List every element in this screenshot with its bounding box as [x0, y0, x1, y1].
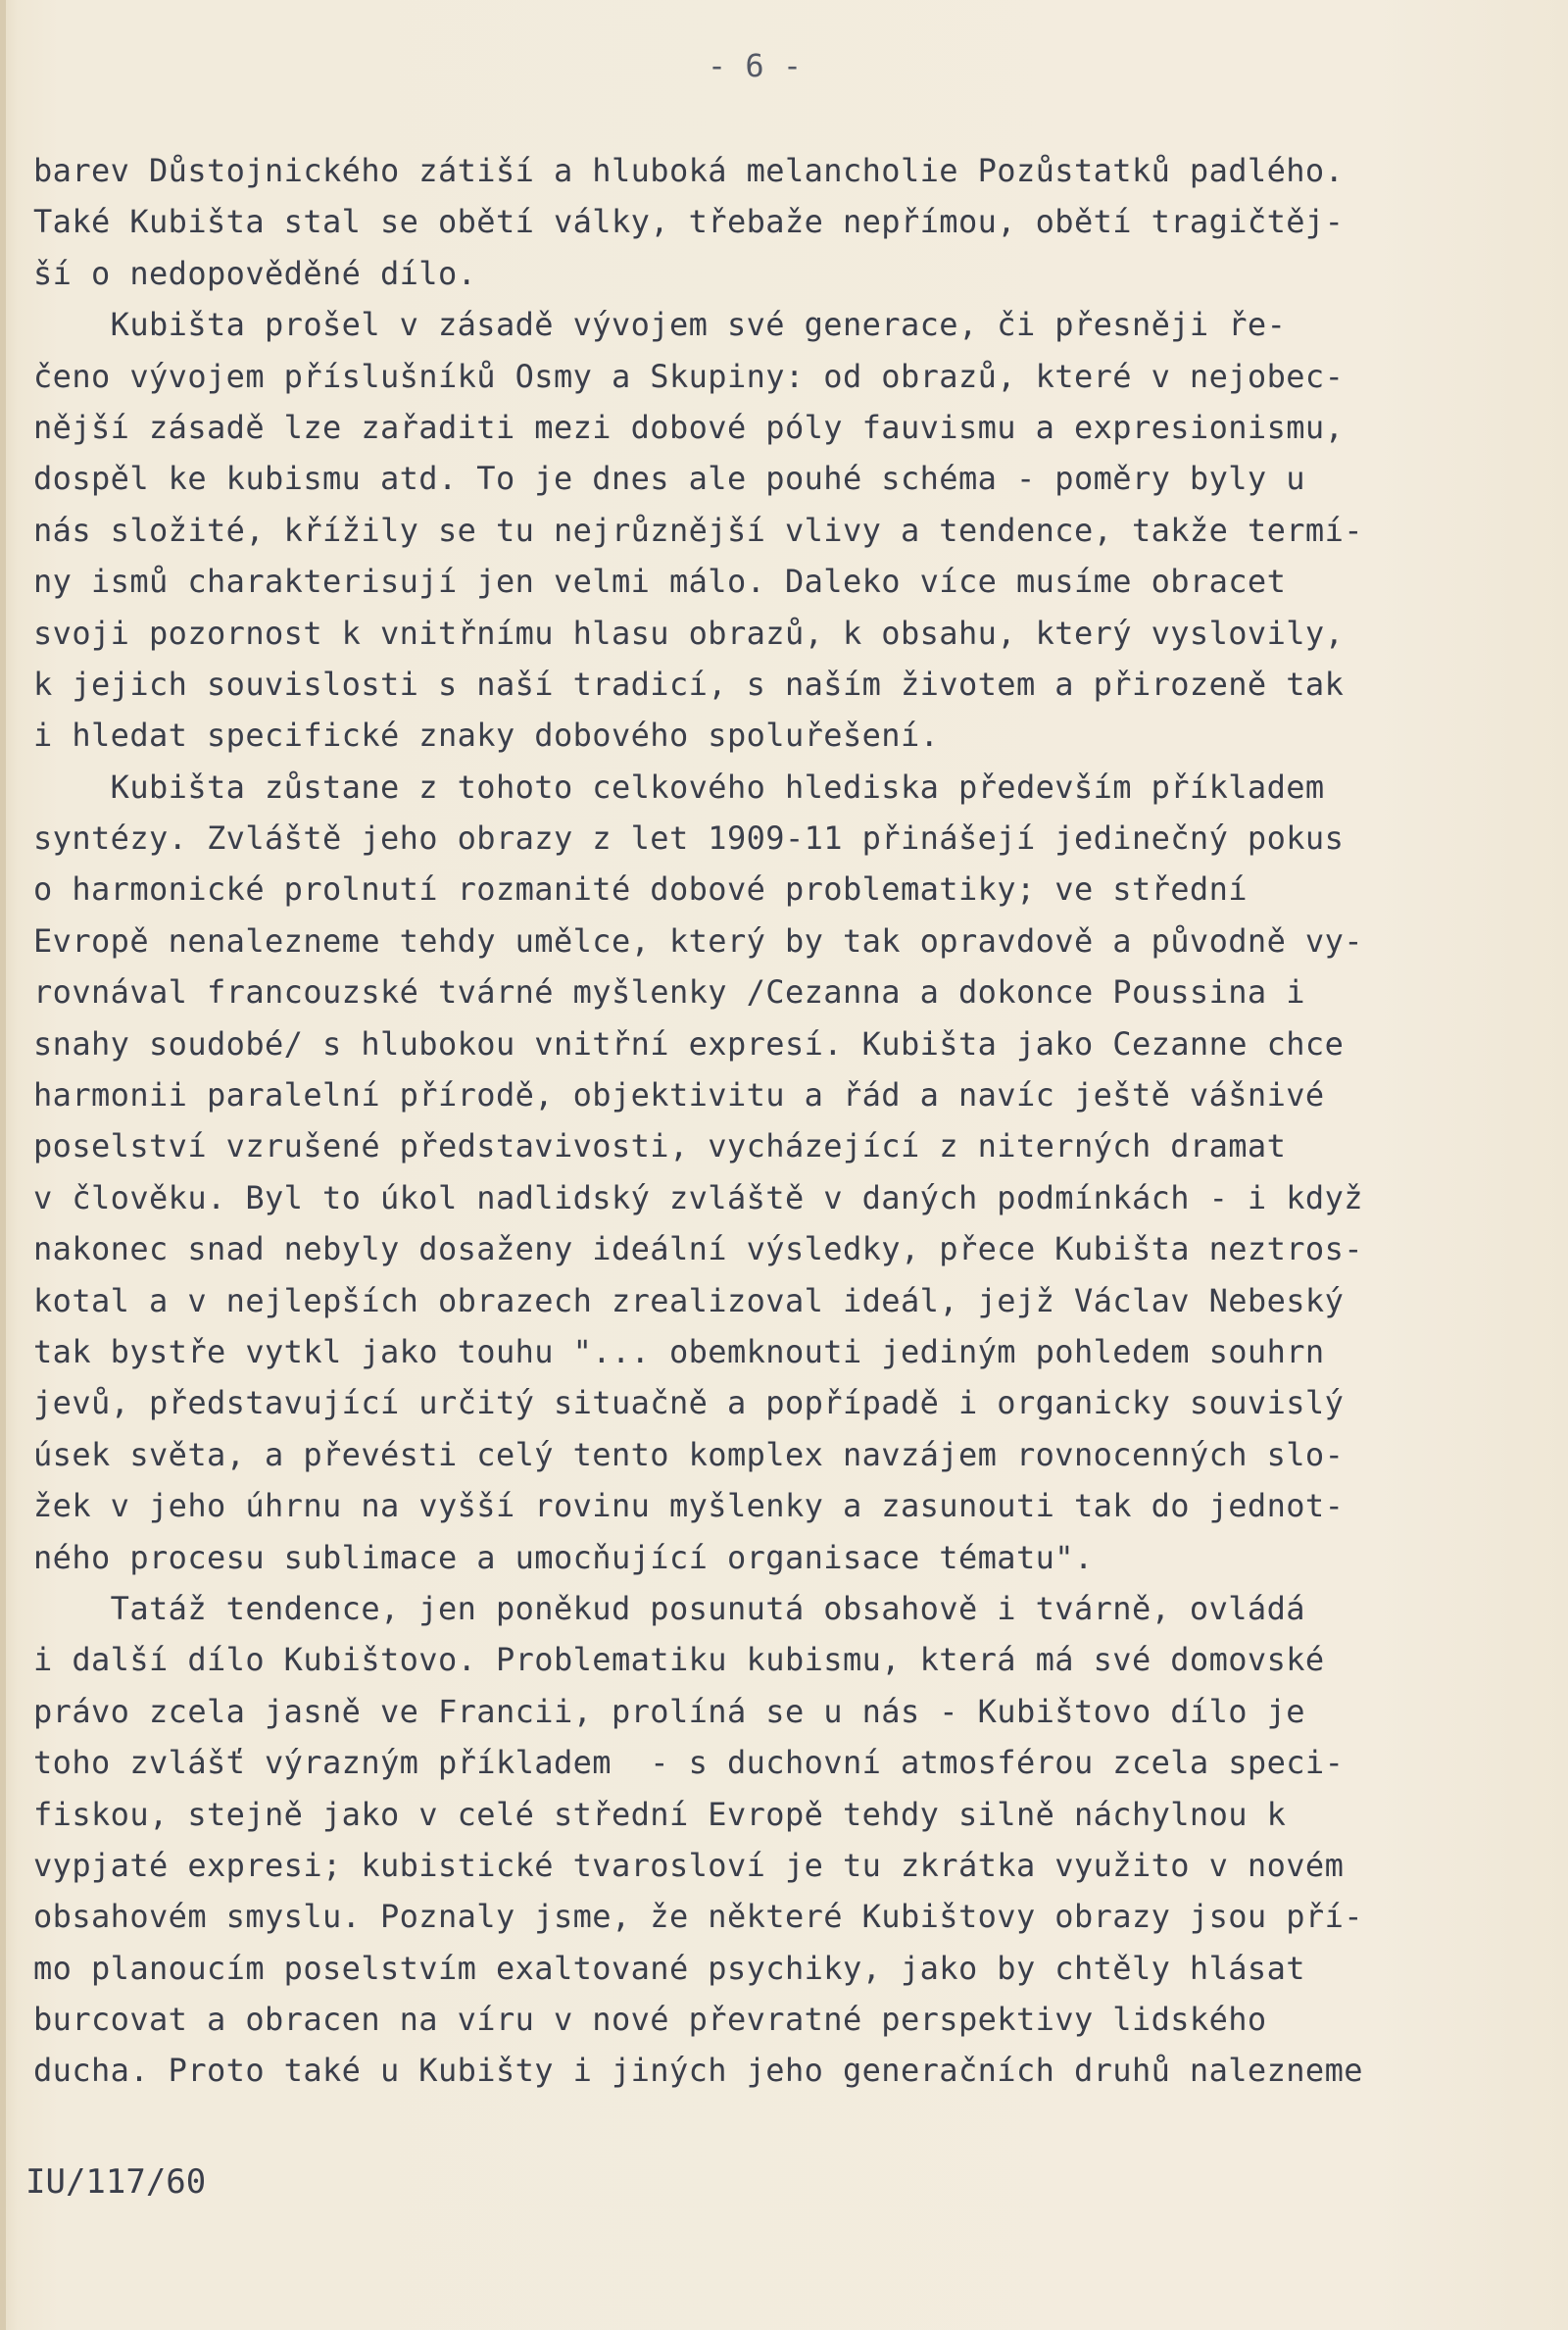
text-line: o harmonické prolnutí rozmanité dobové problematiky; ve střední — [33, 870, 1248, 909]
text-line: snahy soudobé/ s hlubokou vnitřní expresí. Kubišta jako Cezanne chce — [33, 1024, 1345, 1063]
text-line: obsahovém smyslu. Poznaly jsme, že některé Kubištovy obrazy jsou pří- — [33, 1898, 1363, 1936]
text-line: i další dílo Kubištovo. Problematiku kubismu, která má své domovské — [33, 1641, 1325, 1679]
text-line: ší o nedopověděné dílo. — [33, 254, 477, 292]
text-line: ného procesu sublimace a umocňující organisace tématu". — [33, 1538, 1094, 1576]
text-line: Kubišta zůstane z tohoto celkového hlediska především příkladem — [33, 768, 1325, 806]
text-line: jevů, představující určitý situačně a popřípadě i organicky souvislý — [33, 1384, 1345, 1422]
text-line: kotal a v nejlepších obrazech zrealizoval ideál, jejž Václav Nebeský — [33, 1281, 1345, 1319]
text-line: mo planoucím poselstvím exaltované psychiky, jako by chtěly hlásat — [33, 1949, 1305, 1987]
text-line: úsek světa, a převésti celý tento komplex navzájem rovnocenných slo- — [33, 1435, 1345, 1473]
text-line: právo zcela jasně ve Francii, prolíná se u nás - Kubištovo dílo je — [33, 1692, 1305, 1730]
text-line: toho zvlášť výrazným příkladem - s duchovní atmosférou zcela speci- — [33, 1744, 1345, 1782]
body-text — [33, 145, 1503, 2097]
archive-reference: IU/117/60 — [25, 2162, 207, 2202]
text-line: Kubišta prošel v zásadě vývojem své generace, či přesněji ře- — [33, 306, 1287, 344]
text-line: barev Důstojnického zátiší a hluboká melancholie Pozůstatků padlého. — [33, 152, 1345, 189]
text-line: v člověku. Byl to úkol nadlidský zvláště v daných podmínkách - i když — [33, 1178, 1363, 1216]
text-line: žek v jeho úhrnu na vyšší rovinu myšlenky a zasunouti tak do jednot- — [33, 1487, 1345, 1525]
text-line: rovnával francouzské tvárné myšlenky /Cezanna a dokonce Poussina i — [33, 973, 1305, 1012]
text-line: fiskou, stejně jako v celé střední Evropě tehdy silně náchylnou k — [33, 1795, 1287, 1833]
text-line: syntézy. Zvláště jeho obrazy z let 1909-11 přinášejí jedinečný pokus — [33, 819, 1345, 858]
page-edge — [0, 0, 6, 2330]
text-line: Evropě nenalezneme tehdy umělce, který by tak opravdově a původně vy- — [33, 921, 1363, 960]
text-line: dospěl ke kubismu atd. To je dnes ale pouhé schéma - poměry byly u — [33, 460, 1305, 498]
text-line: Také Kubišta stal se obětí války, třebaže nepřímou, obětí tragičtěj- — [33, 203, 1345, 241]
text-line: vypjaté expresi; kubistické tvarosloví je tu zkrátka využito v novém — [33, 1846, 1345, 1884]
text-line: i hledat specifické znaky dobového spoluřešení. — [33, 717, 940, 755]
text-line: ducha. Proto také u Kubišty i jiných jeho generačních druhů nalezneme — [33, 2052, 1363, 2090]
text-line: Tatáž tendence, jen poněkud posunutá obsahově i tvárně, ovládá — [33, 1589, 1305, 1627]
page-number: - 6 - — [707, 47, 803, 84]
text-line: ny ismů charakterisují jen velmi málo. Daleko více musíme obracet — [33, 563, 1287, 601]
text-line: tak bystře vytkl jako touhu "... obemknouti jediným pohledem souhrn — [33, 1332, 1325, 1370]
text-line: svoji pozornost k vnitřnímu hlasu obrazů, k obsahu, který vyslovily, — [33, 614, 1345, 652]
text-line: harmonii paralelní přírodě, objektivitu a řád a navíc ještě vášnivé — [33, 1076, 1325, 1115]
text-line: nás složité, křížily se tu nejrůznější vlivy a tendence, takže termí- — [33, 511, 1363, 549]
text-line: k jejich souvislosti s naší tradicí, s naším životem a přirozeně tak — [33, 665, 1345, 703]
text-line: burcovat a obracen na víru v nové převratné perspektivy lidského — [33, 2001, 1267, 2039]
text-line: nakonec snad nebyly dosaženy ideální výsledky, přece Kubišta neztros- — [33, 1230, 1363, 1268]
text-line: čeno vývojem příslušníků Osmy a Skupiny: od obrazů, které v nejobec- — [33, 357, 1345, 395]
text-line: poselství vzrušené představivosti, vycházející z niterných dramat — [33, 1127, 1287, 1165]
text-line: nější zásadě lze zařaditi mezi dobové póly fauvismu a expresionismu, — [33, 408, 1345, 446]
